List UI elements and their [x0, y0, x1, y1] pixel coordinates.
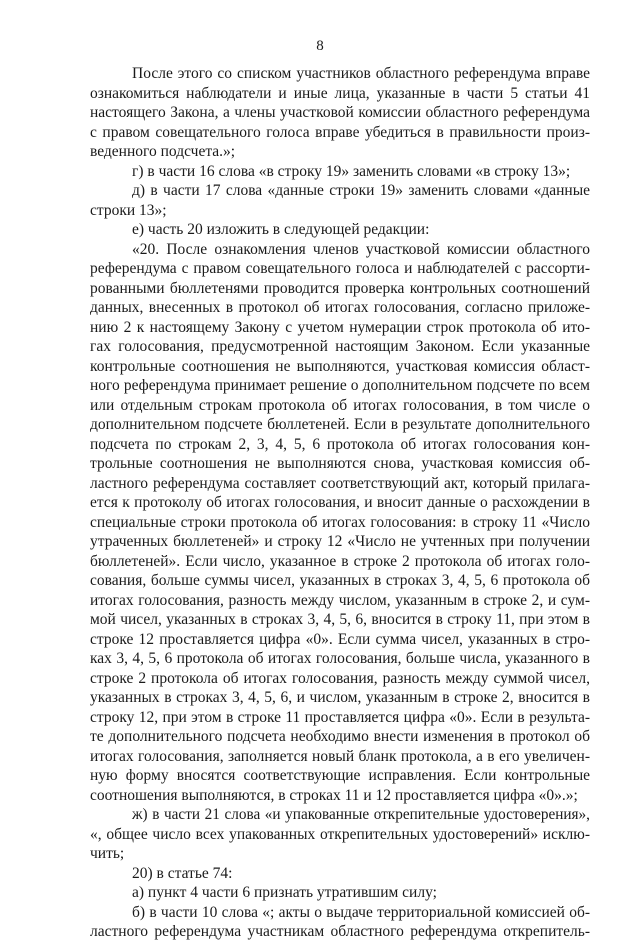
- page-number: 8: [316, 38, 324, 54]
- text-line: ластного референдума составляет соответствующий акт, который прилага-: [90, 474, 590, 492]
- text-line: е) часть 20 изложить в следующей редакции:: [132, 221, 430, 238]
- text-line: утраченных бюллетеней» и строку 12 «Число не учтенных при получении: [90, 533, 590, 550]
- text-line: специальные строки протокола об итогах голосования: в строку 11 «Число: [90, 513, 590, 531]
- text-line: строку 12, при этом в строке 11 проставляется цифра «0». Если в результа-: [90, 708, 590, 726]
- text-line: мой чисел, указанных в строках 3, 4, 5, 6, вносится в строку 11, при этом в: [90, 611, 590, 628]
- text-line: те дополнительного подсчета необходимо внести изменения в протокол об: [90, 728, 590, 745]
- text-line: нию 2 к настоящему Закону с учетом нумерации строк протокола об ито-: [90, 318, 590, 336]
- text-line: После этого со списком участников областного референдума вправе: [132, 65, 590, 82]
- text-line: строке 12 проставляется цифра «0». Если сумма чисел, указанных в стро-: [90, 630, 590, 648]
- text-line: строки 13»;: [90, 201, 167, 219]
- text-line: г) в части 16 слова «в строку 19» заменить словами «в строку 13»;: [132, 162, 571, 180]
- text-line: контрольные соотношения не выполняются, участковая комиссия област-: [90, 357, 590, 375]
- text-line: строке 2 протокола об итогах голосования, разность между суммой чисел,: [90, 669, 590, 687]
- text-line: итогах голосования, разность между числом, указанным в строке 2, и сум-: [90, 591, 590, 609]
- text-line: итогах голосования, заполняется новый бланк протокола, а в его увеличен-: [90, 747, 590, 765]
- text-line: данных, внесенных в протокол об итогах голосования, согласно приложе-: [90, 299, 590, 316]
- text-line: ж) в части 21 слова «и упакованные открепительные удостоверения»,: [132, 806, 590, 823]
- text-line: «20. После ознакомления членов участковой комиссии областного: [132, 240, 590, 258]
- text-line: веденного подсчета.»;: [90, 143, 236, 160]
- text-line: указанных в строках 3, 4, 5, 6, и числом, указанным в строке 2, вносится в: [90, 689, 590, 706]
- text-line: ную форму вносятся соответствующие исправления. Если контрольные: [90, 767, 590, 784]
- text-line: ках 3, 4, 5, 6 протокола об итогах голосования, больше числа, указанного в: [90, 650, 590, 667]
- text-line: ластного референдума участникам областного референдума открепитель-: [90, 923, 590, 940]
- text-line: настоящего Закона, а члены участковой комиссии областного референдума: [90, 104, 590, 121]
- text-line: с правом совещательного голоса вправе убедиться в правильности произ-: [90, 123, 590, 141]
- text-line: дополнительном подсчете бюллетеней. Если в результате дополнительного: [90, 416, 590, 433]
- document-body: [90, 64, 590, 942]
- text-line: трольные соотношения не выполняются снова, участковая комиссия об-: [90, 455, 590, 472]
- text-line: ется к протоколу об итогах голосования, и вносит данные о расхождении в: [90, 494, 590, 511]
- text-line: а) пункт 4 части 6 признать утратившим силу;: [132, 884, 437, 901]
- text-line: ного референдума принимает решение о дополнительном подсчете по всем: [90, 377, 590, 394]
- text-line: референдума с правом совещательного голоса и наблюдателей с рассорти-: [90, 260, 590, 277]
- text-line: «, общее число всех упакованных открепительных удостоверений» исклю-: [90, 825, 590, 843]
- text-line: ознакомиться наблюдатели и иные лица, указанные в части 5 статьи 41: [90, 84, 590, 102]
- text-line: бюллетеней». Если число, указанное в строке 2 протокола об итогах голо-: [90, 552, 590, 570]
- text-line: сования, больше суммы чисел, указанных в строках 3, 4, 5, 6 протокола об: [90, 572, 590, 589]
- text-line: или отдельным строкам протокола об итогах голосования, в том числе о: [90, 396, 590, 414]
- text-line: чить;: [90, 845, 125, 862]
- text-line: гах голосования, предусмотренной настоящим Законом. Если указанные: [90, 338, 590, 355]
- text-line: рованными бюллетенями проводится проверка контрольных соотношений: [90, 279, 590, 297]
- text-line: соотношения выполняются, в строках 11 и 12 проставляется цифра «0».»;: [90, 786, 578, 804]
- text-line: подсчета по строкам 2, 3, 4, 5, 6 протокола об итогах голосования кон-: [90, 435, 590, 453]
- text-line: 20) в статье 74:: [132, 864, 233, 882]
- text-line: б) в части 10 слова «; акты о выдаче территориальной комиссией об-: [132, 903, 590, 921]
- text-line: д) в части 17 слова «данные строки 19» заменить словами «данные: [132, 182, 590, 199]
